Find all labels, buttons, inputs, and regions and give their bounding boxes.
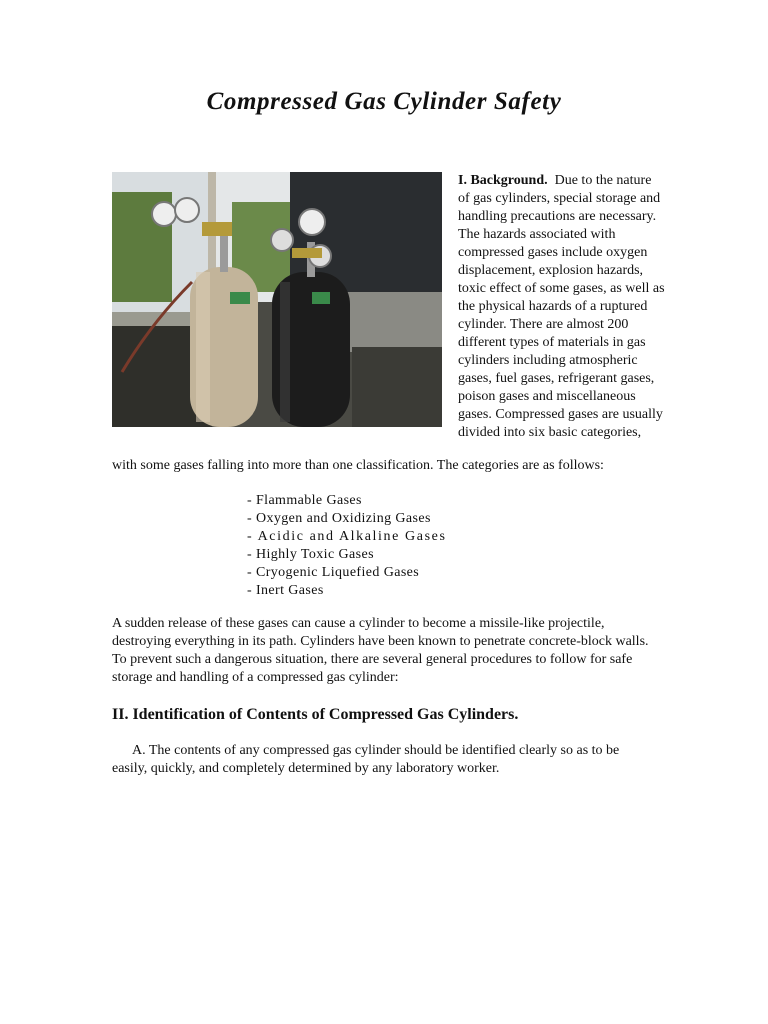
list-item: - Highly Toxic Gases xyxy=(247,547,374,562)
list-item: - Flammable Gases xyxy=(247,493,362,508)
background-text: Due to the nature of gas cylinders, special storage and handling precautions are necessary. The hazards associated with compressed gases include oxygen displacement, explosion hazards, toxic effect of some gases, as well as the physical hazards of a ruptured cylinder. There are almost 200 different types of materials in gas cylinders including atmospheric gases, fuel gases, refrigerant gases, poison gases and miscellaneous gases. Compressed gases are usually divided into six basic categories, xyxy=(458,173,665,440)
gas-categories-list xyxy=(247,492,447,600)
background-text-continued: with some gases falling into more than one classification. The categories are as follows: xyxy=(112,458,604,473)
list-item: - Acidic and Alkaline Gases xyxy=(247,529,447,544)
background-heading: I. Background. xyxy=(458,173,548,188)
release-paragraph: A sudden release of these gases can cause a cylinder to become a missile-like projectile, destroying everything in its path. Cylinders have been known to penetrate concrete-block walls. To prevent such a dangerous situation, there are several general procedures to follow for safe storage and handling of a compressed gas cylinder: xyxy=(112,616,649,685)
page-title: Compressed Gas Cylinder Safety xyxy=(206,88,562,115)
background-paragraph xyxy=(458,172,666,442)
gas-cylinders-photo xyxy=(112,172,442,427)
list-item: - Inert Gases xyxy=(247,583,324,598)
section-paragraph: A. The contents of any compressed gas cylinder should be identified clearly so as to be easily, quickly, and completely determined by any laboratory worker. xyxy=(112,743,620,776)
list-item: - Oxygen and Oxidizing Gases xyxy=(247,511,431,526)
section-heading: II. Identification of Contents of Compressed Gas Cylinders. xyxy=(112,706,519,723)
list-item: - Cryogenic Liquefied Gases xyxy=(247,565,420,580)
